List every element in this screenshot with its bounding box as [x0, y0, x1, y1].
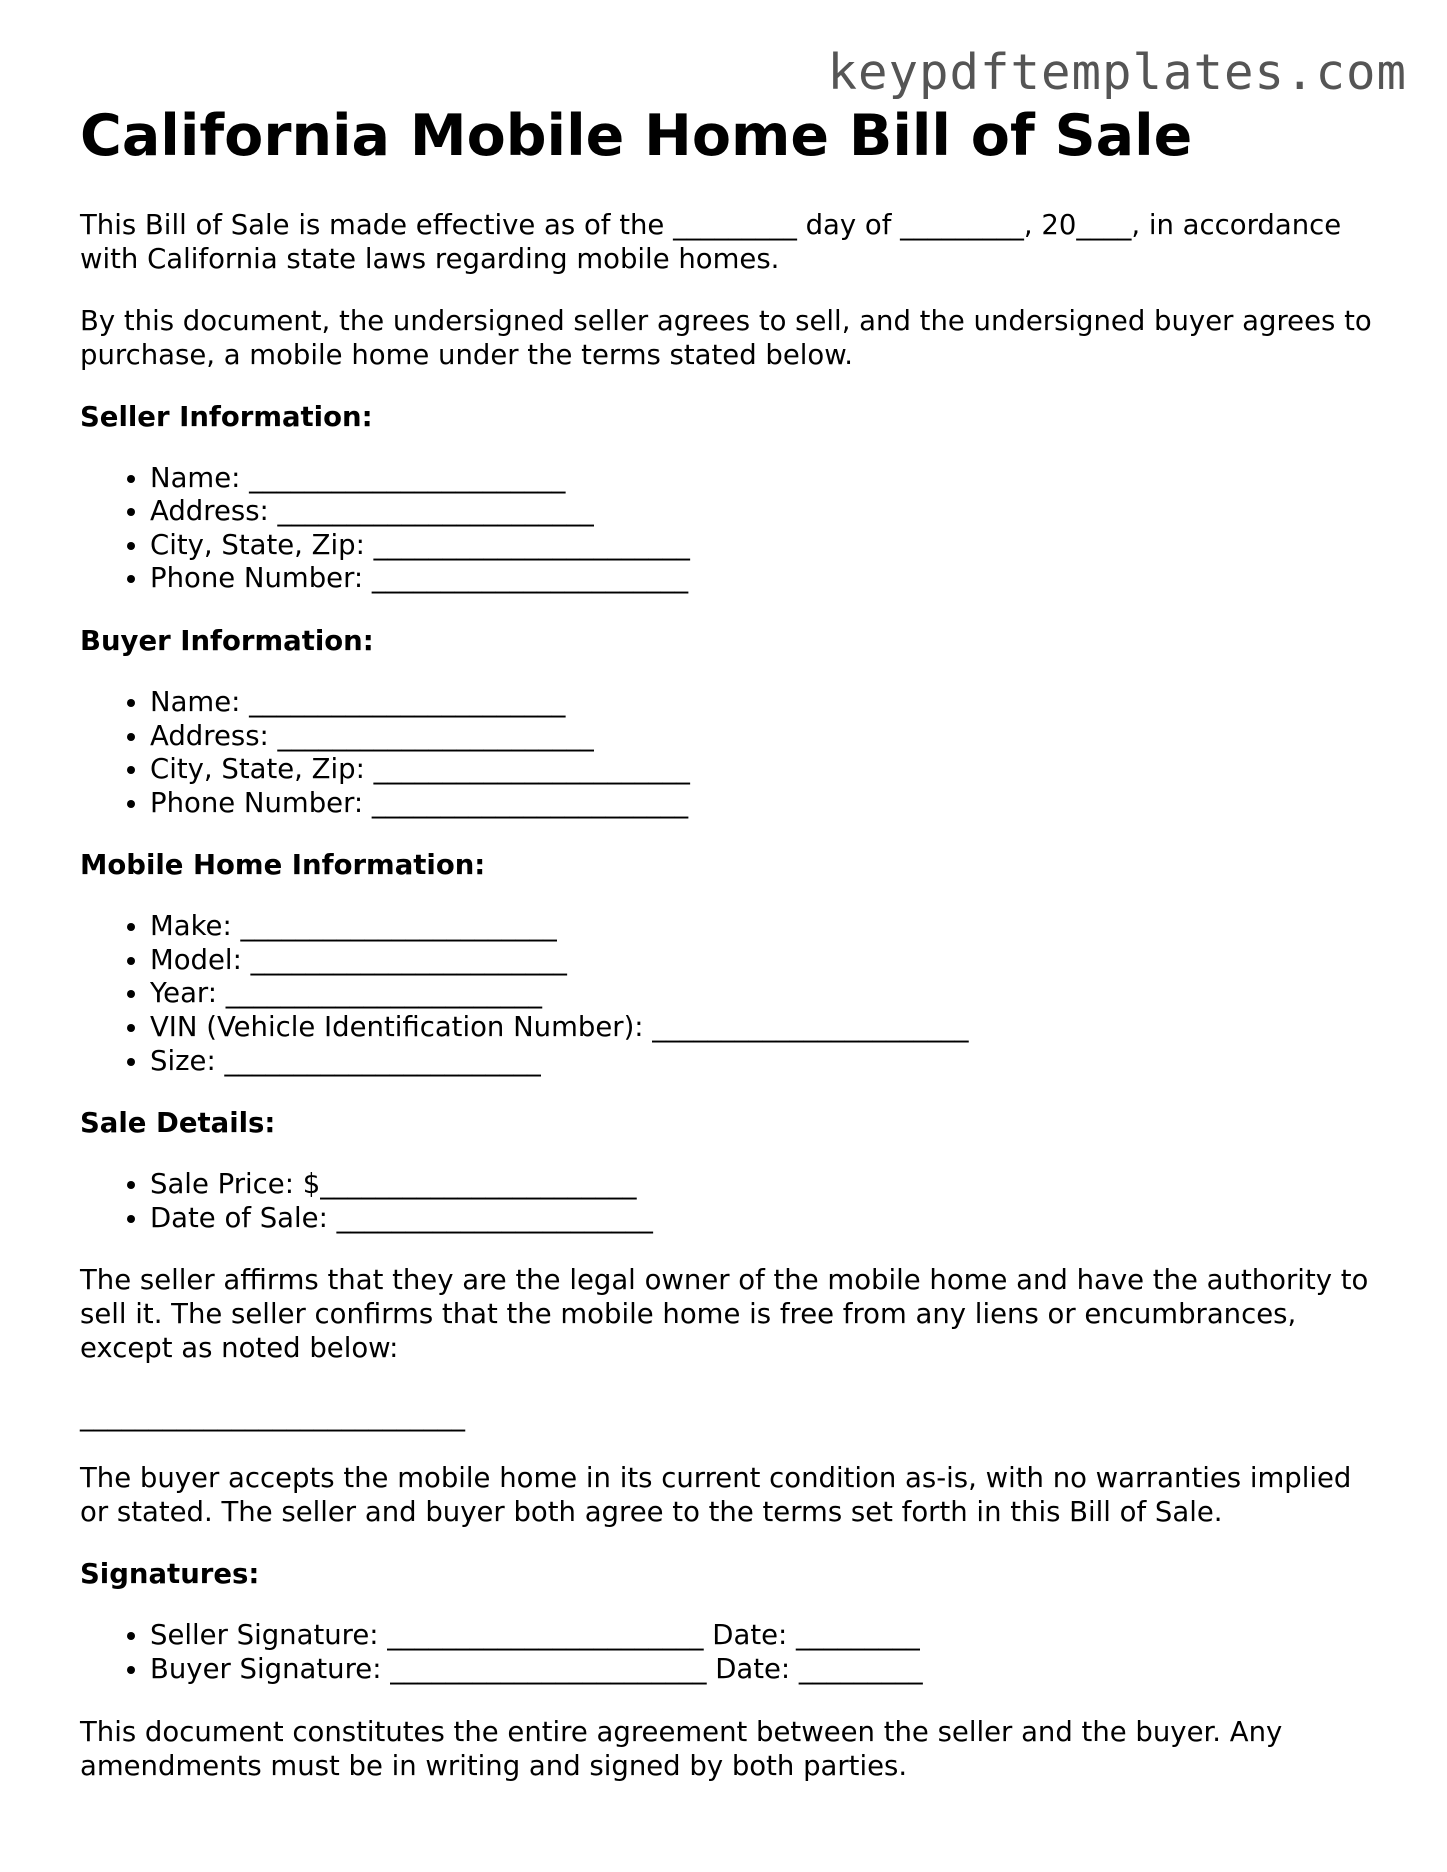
liens-blank-line: ____________________________ [80, 1400, 465, 1433]
vin-field: • VIN (Vehicle Identification Number): _______________________ [150, 1011, 1380, 1045]
buyer-name-field: • Name: _______________________ [150, 686, 1380, 720]
agreement-paragraph: By this document, the undersigned seller agrees to sell, and the undersigned buyer agrees to purchase, a mobile home under the terms stated below. [80, 304, 1372, 371]
seller-name-field: • Name: _______________________ [150, 462, 1380, 496]
buyer-list [80, 686, 1380, 820]
signatures-heading: Signatures: [80, 1558, 260, 1591]
affirmation-paragraph: The seller affirms that they are the legal owner of the mobile home and have the authority to sell it. The seller confirms that the mobile home is free from any liens or encumbrances, except as noted below: [80, 1264, 1369, 1365]
buyer-heading: Buyer Information: [80, 624, 374, 657]
year-field: • Year: _______________________ [150, 977, 1380, 1011]
buyer-address-field: • Address: _______________________ [150, 720, 1380, 754]
signatures-list [80, 1619, 1380, 1686]
buyer-city-state-zip-field: • City, State, Zip: _______________________ [150, 753, 1380, 787]
sale-details-heading: Sale Details: [80, 1107, 276, 1140]
mobile-home-list [80, 910, 1380, 1078]
seller-city-state-zip-field: • City, State, Zip: _______________________ [150, 529, 1380, 563]
make-field: • Make: _______________________ [150, 910, 1380, 944]
document-page [80, 104, 1380, 1783]
document-title: California Mobile Home Bill of Sale [80, 103, 1193, 169]
sale-details-list [80, 1168, 1380, 1235]
watermark-text: keypdftemplates.com [827, 44, 1407, 101]
model-field: • Model: _______________________ [150, 944, 1380, 978]
seller-address-field: • Address: _______________________ [150, 495, 1380, 529]
effective-date-paragraph: This Bill of Sale is made effective as of the _________ day of _________, 20____, in accordance with California state laws regarding mobile homes. [80, 208, 1342, 275]
size-field: • Size: _______________________ [150, 1045, 1380, 1079]
buyer-signature-field: • Buyer Signature: _______________________ Date: _________ [150, 1653, 1380, 1687]
acceptance-paragraph: The buyer accepts the mobile home in its current condition as-is, with no warranties implied or stated. The seller and buyer both agree to the terms set forth in this Bill of Sale. [80, 1462, 1352, 1529]
seller-phone-field: • Phone Number: _______________________ [150, 562, 1380, 596]
seller-signature-field: • Seller Signature: _______________________ Date: _________ [150, 1619, 1380, 1653]
date-of-sale-field: • Date of Sale: _______________________ [150, 1202, 1380, 1236]
seller-heading: Seller Information: [80, 400, 373, 433]
buyer-phone-field: • Phone Number: _______________________ [150, 787, 1380, 821]
seller-list [80, 462, 1380, 596]
sale-price-field: • Sale Price: $_______________________ [150, 1168, 1380, 1202]
closing-paragraph: This document constitutes the entire agreement between the seller and the buyer. Any amendments must be in writing and signed by both parties. [80, 1715, 1283, 1782]
mobile-home-heading: Mobile Home Information: [80, 849, 486, 882]
